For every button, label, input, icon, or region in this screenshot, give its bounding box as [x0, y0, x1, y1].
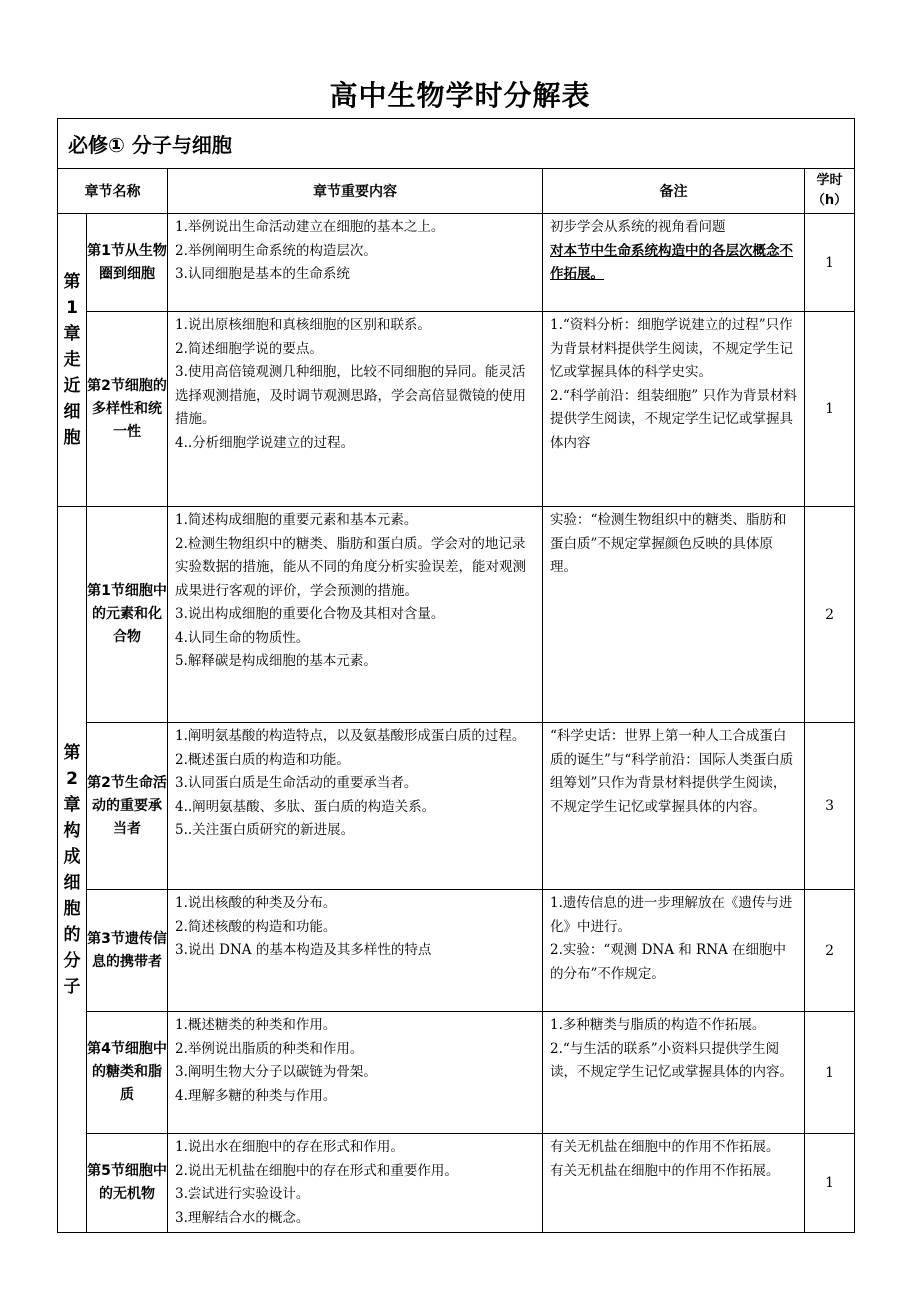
table-row: [58, 1134, 855, 1233]
note-line: 初步学会从系统的视角看问题: [550, 219, 726, 235]
note-line: 1.遗传信息的进一步理解放在《遗传与进化》中进行。: [550, 895, 793, 935]
section-note: [543, 723, 805, 890]
note-line: 1.多种糖类与脂质的构造不作拓展。: [550, 1017, 766, 1033]
content-line: 1.说出原核细胞和真核细胞的区别和联系。: [175, 317, 431, 333]
content-line: 5..关注蛋白质研究的新进展。: [175, 822, 355, 838]
content-line: 1.举例说出生命活动建立在细胞的基本之上。: [175, 219, 445, 235]
section-content: [168, 1012, 543, 1134]
chapter-name: 第1章走近细胞: [58, 214, 87, 507]
note-line: 1.“资料分析：细胞学说建立的过程”只作为背景材料提供学生阅读，不规定学生记忆或掌握具体的科学史实。: [550, 317, 793, 380]
content-line: 1.概述糖类的种类和作用。: [175, 1017, 337, 1033]
section-name: 第3节遗传信息的携带者: [87, 890, 168, 1012]
header-content: 章节重要内容: [168, 169, 543, 214]
content-line: 3.使用高倍镜观测几种细胞，比较不同细胞的异同。能灵活选择观测措施，及时调节观测思路，学会高倍显微镜的使用措施。: [175, 364, 526, 427]
note-line: 有关无机盐在细胞中的作用不作拓展。: [550, 1139, 780, 1155]
content-line: 5.解释碳是构成细胞的基本元素。: [175, 653, 377, 669]
section-content: [168, 507, 543, 723]
content-line: 2.举例阐明生命系统的构造层次。: [175, 242, 377, 259]
note-line: “科学史话：世界上第一种人工合成蛋白质的诞生”与“科学前沿：国际人类蛋白质组筹划”只作为背景材料提供学生阅读，不规定学生记忆或掌握具体的内容。: [550, 728, 794, 815]
section-name: 第2节生命活动的重要承当者: [87, 723, 168, 890]
content-line: 2.简述核酸的构造和功能。: [175, 918, 337, 935]
section-hours: 2: [805, 507, 855, 723]
content-line: 1.简述构成细胞的重要元素和基本元素。: [175, 512, 418, 528]
content-line: 4..阐明氨基酸、多肽、蛋白质的构造关系。: [175, 798, 436, 815]
section-hours: 2: [805, 890, 855, 1012]
section-hours: 1: [805, 1134, 855, 1233]
content-line: 4.认同生命的物质性。: [175, 629, 310, 646]
table-row: [58, 1012, 855, 1134]
header-row: [58, 169, 855, 214]
note-line: 实验：“检测生物组织中的糖类、脂肪和蛋白质”不规定掌握颜色反映的具体原理。: [550, 512, 787, 575]
header-hours: 学时（h）: [805, 169, 855, 214]
section-hours: 3: [805, 723, 855, 890]
note-line-emphasis: 对本节中生命系统构造中的各层次概念不作拓展。: [550, 242, 793, 282]
section-note: [543, 890, 805, 1012]
content-line: 2.举例说出脂质的种类和作用。: [175, 1040, 364, 1057]
note-line: 2.“与生活的联系”小资料只提供学生阅读，不规定学生记忆或掌握具体的内容。: [550, 1040, 793, 1080]
section-content: [168, 723, 543, 890]
module-row: [58, 119, 855, 169]
section-name: 第2节细胞的多样性和统一性: [87, 312, 168, 507]
section-content: [168, 312, 543, 507]
content-line: 3.阐明生物大分子以碳链为骨架。: [175, 1064, 377, 1080]
content-line: 1.说出水在细胞中的存在形式和作用。: [175, 1139, 404, 1155]
content-line: 2.检测生物组织中的糖类、脂肪和蛋白质。学会对的地记录实验数据的措施，能从不同的角度分析实验误差，能对观测成果进行客观的评价，学会预测的措施。: [175, 535, 526, 599]
section-note: [543, 312, 805, 507]
content-line: 3.尝试进行实验设计。: [175, 1186, 310, 1202]
section-note: [543, 1012, 805, 1134]
table-row: [58, 507, 855, 723]
section-name: 第5节细胞中的无机物: [87, 1134, 168, 1233]
content-line: 3.说出构成细胞的重要化合物及其相对含量。: [175, 606, 445, 622]
content-line: 1.说出核酸的种类及分布。: [175, 895, 337, 911]
content-line: 4.理解多糖的种类与作用。: [175, 1087, 337, 1104]
section-content: [168, 1134, 543, 1233]
section-hours: 1: [805, 1012, 855, 1134]
table-row: [58, 214, 855, 312]
section-note: [543, 507, 805, 723]
section-content: [168, 890, 543, 1012]
table-row: [58, 723, 855, 890]
section-name: 第4节细胞中的糖类和脂质: [87, 1012, 168, 1134]
content-line: 3.说出 DNA 的基本构造及其多样性的特点: [175, 942, 432, 958]
content-line: 4..分析细胞学说建立的过程。: [175, 434, 355, 451]
content-line: 3.认同细胞是基本的生命系统: [175, 266, 350, 282]
schedule-table: [57, 118, 855, 1233]
section-name: 第1节细胞中的元素和化合物: [87, 507, 168, 723]
content-line: 3.理解结合水的概念。: [175, 1209, 310, 1226]
section-name: 第1节从生物圈到细胞: [87, 214, 168, 312]
note-line: 有关无机盐在细胞中的作用不作拓展。: [550, 1162, 780, 1179]
header-note: 备注: [543, 169, 805, 214]
table-row: [58, 890, 855, 1012]
section-hours: 1: [805, 312, 855, 507]
section-note: [543, 214, 805, 312]
content-line: 2.简述细胞学说的要点。: [175, 340, 323, 357]
module-title: 必修① 分子与细胞: [58, 119, 855, 169]
header-chapter: 章节名称: [58, 169, 168, 214]
page-title: 高中生物学时分解表: [329, 79, 591, 112]
section-content: [168, 214, 543, 312]
section-note: [543, 1134, 805, 1233]
content-line: 2.说出无机盐在细胞中的存在形式和重要作用。: [175, 1162, 458, 1179]
chapter-name: 第2章构成细胞的分子: [58, 507, 87, 1233]
table-row: [58, 312, 855, 507]
note-line: 2.“科学前沿：组装细胞” 只作为背景材料提供学生阅读，不规定学生记忆或掌握具体内容: [550, 387, 797, 451]
content-line: 2.概述蛋白质的构造和功能。: [175, 751, 350, 768]
section-hours: 1: [805, 214, 855, 312]
content-line: 1.阐明氨基酸的构造特点，以及氨基酸形成蛋白质的过程。: [175, 728, 526, 744]
content-line: 3.认同蛋白质是生命活动的重要承当者。: [175, 775, 418, 791]
note-line: 2.实验：“观测 DNA 和 RNA 在细胞中的分布”不作规定。: [550, 942, 787, 982]
